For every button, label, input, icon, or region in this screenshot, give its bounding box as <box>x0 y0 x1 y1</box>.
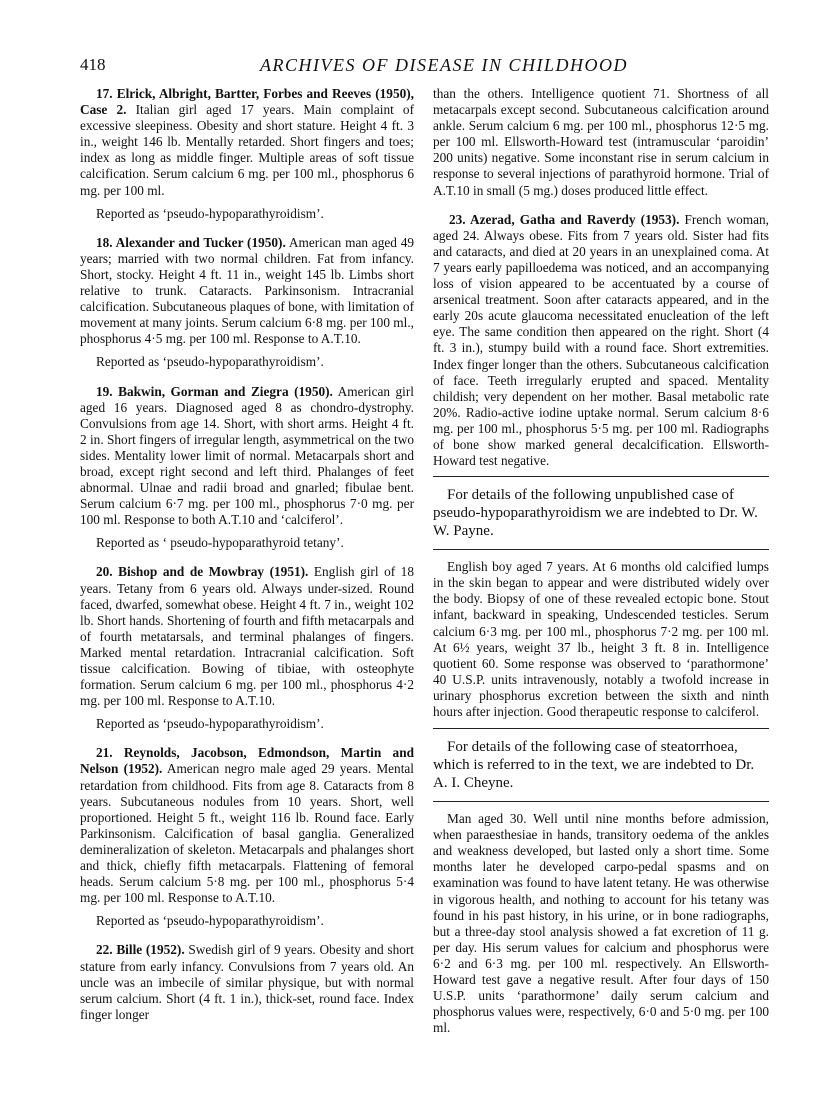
section-divider <box>433 549 769 550</box>
case-heading: 18. Alexander and Tucker (1950). <box>96 234 286 250</box>
case-20 <box>80 564 414 709</box>
page-number: 418 <box>80 55 106 74</box>
case-22-continued: than the others. Intelligence quotient 71. Shortness of all metacarpals except second. Subcutaneous calcification around ankle. Serum calcium 6 mg. per 100 ml., phosphorus 12·5 mg. per 100 ml. Ellsworth-Howard test (intramuscular ‘paroidin’ 200 units) negative. Some inconstant rise in serum calcium in response to several injections of parathyroid hormone. Trial of A.T.10 in small (5 mg.) doses produced little effect. <box>433 86 769 198</box>
case-text: English girl of 18 years. Tetany from 6 years old. Always under-sized. Round faced, dwarfed, somewhat obese. Height 4 ft. 7 in., weight 102 lb. Short hands. Shortening of fourth and fifth metacarpals and of fourth metatarsals, and terminal phalanges of fingers. Marked mental retardation. Intracranial calcification. Soft tissue calcification. Bowing of tibiae, with osteophyte formation. Serum calcium 6 mg. per 100 ml., phosphorus 4·2 mg. per 100 ml. Response to A.T.10. <box>80 564 414 709</box>
left-column <box>80 86 414 1030</box>
case-17 <box>80 86 414 199</box>
payne-case: English boy aged 7 years. At 6 months old calcified lumps in the skin began to appear and were distributed widely over the body. Biopsy of one of these revealed ectopic bone. Stout infant, backward in speaking, Undescended testicles. Serum calcium 6·3 mg. per 100 ml., phosphorus 7·2 mg. per 100 ml. At 6½ years, weight 37 lb., height 3 ft. 8 in. Intelligence quotient 60. Some response was observed to ‘parathormone’ 40 U.S.P. units intravenously, notably a twofold increase in urinary phosphorus excretion between the sixth and ninth hours after injection. Good therapeutic response to calciferol. <box>433 559 769 719</box>
case-text: American man aged 49 years; married with two normal children. Fat from infancy. Short, stocky. Height 4 ft. 11 in., weight 145 lb. Limbs short relative to trunk. Cataracts. Parkinsonism. Intracranial calcification. Subcutaneous plaques of bone, with limitation of movement at many joints. Serum calcium 6·8 mg. per 100 ml., phosphorus 4·5 mg. per 100 ml. Response to A.T.10. <box>80 234 414 347</box>
case-heading: 22. Bille (1952). <box>96 942 185 958</box>
case-18 <box>80 235 414 348</box>
acknowledgement-payne: For details of the following unpublished case of pseudo-hypoparathyroidism we are indebted to Dr. W. W. Payne. <box>433 487 758 540</box>
journal-title: ARCHIVES OF DISEASE IN CHILDHOOD <box>260 55 628 75</box>
cheyne-case: Man aged 30. Well until nine months before admission, when paraesthesiae in hands, transitory oedema of the ankles and weakness developed, but lasted only a short time. Some months later he developed carpo-pedal spasms and on examination was found to have latent tetany. He was otherwise in vigorous health, and nothing to account for his tetany was found in his past history, in his urine, or in bone radiographs, but a three-day stool analysis showed a fat excretion of 11 g. per day. His serum values for calcium and phosphorus were 6·2 and 6·3 mg. per 100 ml. respectively. An Ellsworth-Howard test gave a negative result. After four days of 150 U.S.P. units ‘parathormone’ daily serum calcium and phosphorus values were, respectively, 6·0 and 5·0 mg. per 100 ml. <box>433 811 769 1036</box>
case-heading: 20. Bishop and de Mowbray (1951). <box>96 564 309 580</box>
case-text: Swedish girl of 9 years. Obesity and short stature from early infancy. Convulsions from 7 years old. An uncle was an imbecile of similar physique, but with normal serum calcium. Short (4 ft. 1 in.), thick-set, round face. Index finger longer <box>80 942 414 1022</box>
case-text: American girl aged 16 years. Diagnosed aged 8 as chondro-dystrophy. Convulsions from age 14. Short, with short arms. Height 4 ft. 2 in. Short fingers of irregular length, asymmetrical on the two sides. Mentality lower limit of normal. Metacarpals short and broad, except right second and left third. Phalanges of feet abnormal. Ulnae and radii broad and gnarled; fibulae bent. Serum calcium 6·7 mg. per 100 ml., phosphorus 7·0 mg. per 100 ml. Response to both A.T.10 and ‘calciferol’. <box>80 383 414 528</box>
reported-note: Reported as ‘pseudo-hypoparathyroidism’. <box>96 913 324 929</box>
reported-note: Reported as ‘ pseudo-hypoparathyroid tetany’. <box>96 535 344 551</box>
page-header <box>80 55 730 83</box>
section-divider <box>433 728 769 729</box>
right-column <box>433 86 769 1044</box>
case-23 <box>433 212 769 470</box>
reported-note: Reported as ‘pseudo-hypoparathyroidism’. <box>96 716 324 732</box>
case-text: American negro male aged 29 years. Mental retardation from childhood. Fits from age 8. Cataracts from 8 years. Subcutaneous nodules from 10 years. Short, well proportioned. Height 5 ft., weight 116 lb. Round face. Early Parkinsonism. Calcification of basal ganglia. Generalized demineralization of skeleton. Metacarpals and phalanges short and thick, chiefly fifth metacarpals. Flattening of femoral heads. Serum calcium 5·8 mg. per 100 ml., phosphorus 5·4 mg. per 100 ml. Response to A.T.10. <box>80 761 415 906</box>
case-text: Italian girl aged 17 years. Main complaint of excessive sleepiness. Obesity and short stature. Height 4 ft. 3 in., weight 146 lb. Mentally retarded. Short fingers and toes; index as long as middle finger. Multiple areas of soft tissue calcification. Serum calcium 6 mg. per 100 ml., phosphorus 6 mg. per 100 ml. <box>80 102 414 198</box>
reported-note: Reported as ‘pseudo-hypoparathyroidism’. <box>96 354 324 370</box>
case-heading: 21. Reynolds, Jacobson, Edmondson, Martin and Nelson (1952). <box>80 745 414 777</box>
case-text: French woman, aged 24. Always obese. Fits from 7 years old. Sister had fits and cataracts, and died at 20 years in an unexplained coma. At 7 years early papilloedema was noticed, and an accompanying loss of vision appeared to be accentuated by a course of arsenical treatment. Soon after cataracts appeared, and in the early 20s acute glaucoma necessitated enucleation of the left eye. The same condition then appeared on the right. Short (4 ft. 3 in.), stumpy build with a round face. Short extremities. Index finger longer than the others. Subcutaneous calcification of face. Teeth irregularly erupted and spaced. Mentality childish; very dependent on her mother. Basal metabolic rate 20%. Radio-active iodine uptake normal. Serum calcium 8·6 mg. per 100 ml., phosphorus 5·5 mg. per 100 ml. Radiographs of bone show marked general decalcification. Ellsworth-Howard test negative. <box>433 211 770 469</box>
acknowledgement-cheyne: For details of the following case of steatorrhoea, which is referred to in the text, we are indebted to Dr. A. I. Cheyne. <box>433 739 755 792</box>
case-21 <box>80 745 414 906</box>
section-divider <box>433 801 769 802</box>
case-heading: 17. Elrick, Albright, Bartter, Forbes and Reeves (1950), Case 2. <box>80 86 414 118</box>
case-heading: 23. Azerad, Gatha and Raverdy (1953). <box>449 211 680 227</box>
case-19 <box>80 384 414 529</box>
section-divider <box>433 476 769 477</box>
case-22 <box>80 942 414 1022</box>
reported-note: Reported as ‘pseudo-hypoparathyroidism’. <box>96 205 324 221</box>
case-heading: 19. Bakwin, Gorman and Ziegra (1950). <box>96 383 333 399</box>
